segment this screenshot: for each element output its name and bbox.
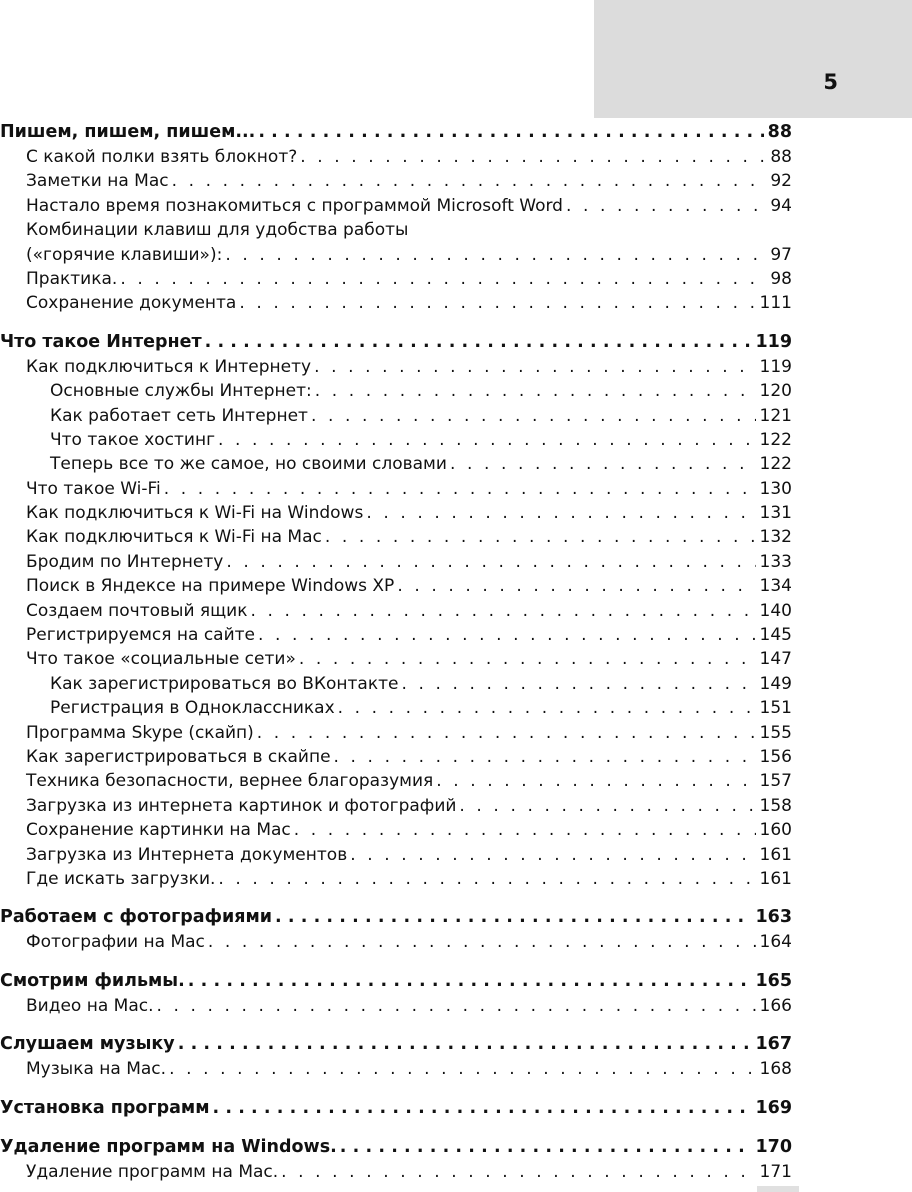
toc-dot-leader <box>315 379 756 403</box>
toc-dot-leader <box>218 867 755 891</box>
toc-entry-title: Как зарегистрироваться во ВКонтакте <box>50 672 401 696</box>
toc-entry-title: Сохранение картинки на Mac <box>26 818 294 842</box>
toc-entry <box>0 696 792 720</box>
toc-entry-page: 140 <box>756 599 792 623</box>
toc-dot-leader <box>566 194 766 218</box>
toc-entry-title: Удаление программ на Windows. <box>0 1135 340 1160</box>
toc-entry-title: Теперь все то же самое, но своими словами <box>50 452 450 476</box>
toc-dot-leader <box>205 330 752 355</box>
toc-entry-page: 147 <box>756 647 792 671</box>
toc-entry-page: 97 <box>766 243 792 267</box>
toc-entry-page: 157 <box>756 769 792 793</box>
toc-dot-leader <box>459 794 755 818</box>
toc-entry-page: 119 <box>751 330 792 355</box>
toc-entry-title: Фотографии на Mac <box>26 930 208 954</box>
toc-dot-leader <box>208 930 756 954</box>
toc-entry-page: 151 <box>756 696 792 720</box>
toc-entry <box>0 218 792 242</box>
toc-entry <box>0 355 792 379</box>
toc-dot-leader <box>311 404 756 428</box>
toc-dot-leader <box>397 574 755 598</box>
toc-entry-page: 171 <box>756 1160 792 1184</box>
page-edge-mark <box>757 1186 799 1192</box>
toc-entry-title: Заметки на Mac <box>26 169 172 193</box>
toc-dot-leader <box>169 1057 755 1081</box>
toc-entry-title: Смотрим фильмы. <box>0 969 188 994</box>
toc-entry-title: Что такое «социальные сети» <box>26 647 299 671</box>
toc-dot-leader <box>178 1032 752 1057</box>
toc-entry-page: 111 <box>756 291 792 315</box>
toc-entry <box>0 477 792 501</box>
toc-entry <box>0 818 792 842</box>
toc-entry-title: Техника безопасности, вернее благоразумия <box>26 769 436 793</box>
page-number-tab <box>594 0 912 118</box>
toc-entry-title: Слушаем музыку <box>0 1032 178 1057</box>
toc-entry-title: Установка программ <box>0 1096 213 1121</box>
toc-entry <box>0 291 792 315</box>
toc-entry <box>0 843 792 867</box>
toc-dot-leader <box>275 905 751 930</box>
toc-entry-title: Видео на Mac. <box>26 994 157 1018</box>
toc-entry-title: Регистрируемся на сайте <box>26 623 258 647</box>
toc-entry <box>0 169 792 193</box>
toc-entry-page: 164 <box>756 930 792 954</box>
toc-entry <box>0 243 792 267</box>
toc-dot-leader <box>314 355 755 379</box>
toc-entry-page: 145 <box>756 623 792 647</box>
toc-entry <box>0 647 792 671</box>
toc-chapter-entry <box>0 969 792 994</box>
toc-entry-page: 165 <box>751 969 792 994</box>
toc-entry-page: 134 <box>756 574 792 598</box>
page-number: 5 <box>823 70 838 94</box>
toc-entry-page: 122 <box>756 428 792 452</box>
toc-entry <box>0 428 792 452</box>
toc-entry-page: 130 <box>756 477 792 501</box>
toc-dot-leader <box>218 428 756 452</box>
toc-dot-leader <box>340 1135 752 1160</box>
toc-entry <box>0 550 792 574</box>
toc-entry-page: 156 <box>756 745 792 769</box>
toc-entry-page: 122 <box>756 452 792 476</box>
toc-entry-title: Удаление программ на Mac. <box>26 1160 281 1184</box>
toc-chapter-entry <box>0 905 792 930</box>
toc-entry-page: 161 <box>756 843 792 867</box>
toc-entry-page: 160 <box>756 818 792 842</box>
toc-dot-leader <box>325 525 756 549</box>
toc-entry-page: 149 <box>756 672 792 696</box>
toc-entry-title: Комбинации клавиш для удобства работы <box>26 218 411 242</box>
toc-chapter-entry <box>0 120 792 145</box>
toc-chapter-entry <box>0 1135 792 1160</box>
toc-entry-title: Как подключиться к Интернету <box>26 355 314 379</box>
toc-entry-page: 170 <box>751 1135 792 1160</box>
toc-entry-page: 121 <box>756 404 792 428</box>
toc-dot-leader <box>258 120 763 145</box>
toc-entry-page: 131 <box>756 501 792 525</box>
toc-entry-page: 120 <box>756 379 792 403</box>
toc-dot-leader <box>239 291 755 315</box>
toc-dot-leader <box>299 647 756 671</box>
toc-chapter-entry <box>0 1096 792 1121</box>
toc-entry-page: 168 <box>756 1057 792 1081</box>
toc-dot-leader <box>338 696 756 720</box>
toc-entry <box>0 930 792 954</box>
toc-entry-page: 167 <box>751 1032 792 1057</box>
toc-entry-page: 88 <box>766 145 792 169</box>
toc-dot-leader <box>257 721 756 745</box>
toc-entry-title: Сохранение документа <box>26 291 239 315</box>
toc-dot-leader <box>281 1160 755 1184</box>
toc-entry-page: 133 <box>756 550 792 574</box>
toc-entry <box>0 525 792 549</box>
toc-entry-title: Бродим по Интернету <box>26 550 226 574</box>
toc-entry <box>0 452 792 476</box>
toc-dot-leader <box>334 745 756 769</box>
toc-entry-title: Создаем почтовый ящик <box>26 599 250 623</box>
toc-entry-page: 158 <box>756 794 792 818</box>
toc-entry <box>0 267 792 291</box>
toc-dot-leader <box>366 501 755 525</box>
toc-entry-page: 163 <box>751 905 792 930</box>
toc-entry-title: Регистрация в Одноклассниках <box>50 696 338 720</box>
toc-entry <box>0 501 792 525</box>
toc-entry <box>0 379 792 403</box>
toc-entry-title: Что такое хостинг <box>50 428 218 452</box>
toc-entry-title: Что такое Wi-Fi <box>26 477 164 501</box>
toc-dot-leader <box>172 169 767 193</box>
toc-dot-leader <box>294 818 756 842</box>
toc-entry-page: 132 <box>756 525 792 549</box>
toc-dot-leader <box>164 477 756 501</box>
toc-entry-page: 88 <box>764 120 792 145</box>
toc-entry-title: («горячие клавиши»): <box>26 243 225 267</box>
toc-entry-title: Программа Skype (скайп) <box>26 721 257 745</box>
toc-dot-leader <box>157 994 756 1018</box>
toc-entry-page: 98 <box>766 267 792 291</box>
toc-entry <box>0 769 792 793</box>
toc-entry-title: Как подключиться к Wi-Fi на Windows <box>26 501 366 525</box>
toc-dot-leader <box>213 1096 752 1121</box>
toc-entry-page: 155 <box>756 721 792 745</box>
toc-entry <box>0 1057 792 1081</box>
toc-dot-leader <box>436 769 755 793</box>
toc-entry <box>0 599 792 623</box>
toc-dot-leader <box>250 599 755 623</box>
toc-entry-title: Практика. <box>26 267 120 291</box>
toc-entry <box>0 194 792 218</box>
toc-entry <box>0 404 792 428</box>
toc-dot-leader <box>401 672 755 696</box>
toc-entry <box>0 867 792 891</box>
toc-entry <box>0 145 792 169</box>
toc-entry-page: 169 <box>751 1096 792 1121</box>
toc-entry <box>0 623 792 647</box>
toc-entry-title: Основные службы Интернет: <box>50 379 315 403</box>
toc-entry-title: Настало время познакомиться с программой Microsoft Word <box>26 194 566 218</box>
toc-dot-leader <box>350 843 755 867</box>
toc-entry <box>0 794 792 818</box>
toc-entry-title: Загрузка из Интернета документов <box>26 843 350 867</box>
table-of-contents <box>0 120 792 1184</box>
toc-entry-title: Как зарегистрироваться в скайпе <box>26 745 334 769</box>
toc-entry-title: Пишем, пишем, пишем... <box>0 120 258 145</box>
toc-entry-title: Как подключиться к Wi-Fi на Mac <box>26 525 325 549</box>
toc-entry-title: Работаем с фотографиями <box>0 905 275 930</box>
toc-dot-leader <box>120 267 766 291</box>
toc-dot-leader <box>258 623 756 647</box>
toc-entry-title: Поиск в Яндексе на примере Windows XP <box>26 574 397 598</box>
toc-entry-title: Как работает сеть Интернет <box>50 404 311 428</box>
toc-entry-title: Музыка на Mac. <box>26 1057 169 1081</box>
toc-entry-title: Где искать загрузки. <box>26 867 218 891</box>
toc-dot-leader <box>300 145 766 169</box>
toc-dot-leader <box>450 452 756 476</box>
toc-dot-leader <box>188 969 752 994</box>
toc-entry <box>0 721 792 745</box>
toc-entry-page: 161 <box>756 867 792 891</box>
toc-entry-page: 94 <box>766 194 792 218</box>
toc-entry <box>0 745 792 769</box>
toc-entry-title: С какой полки взять блокнот? <box>26 145 300 169</box>
toc-chapter-entry <box>0 1032 792 1057</box>
toc-entry-page: 119 <box>756 355 792 379</box>
toc-entry-page: 166 <box>756 994 792 1018</box>
toc-dot-leader <box>225 243 766 267</box>
toc-entry-title: Что такое Интернет <box>0 330 205 355</box>
toc-entry <box>0 994 792 1018</box>
toc-chapter-entry <box>0 330 792 355</box>
toc-entry-page: 92 <box>766 169 792 193</box>
toc-entry <box>0 1160 792 1184</box>
toc-entry-title: Загрузка из интернета картинок и фотографий <box>26 794 459 818</box>
toc-entry <box>0 574 792 598</box>
toc-entry <box>0 672 792 696</box>
toc-dot-leader <box>226 550 755 574</box>
